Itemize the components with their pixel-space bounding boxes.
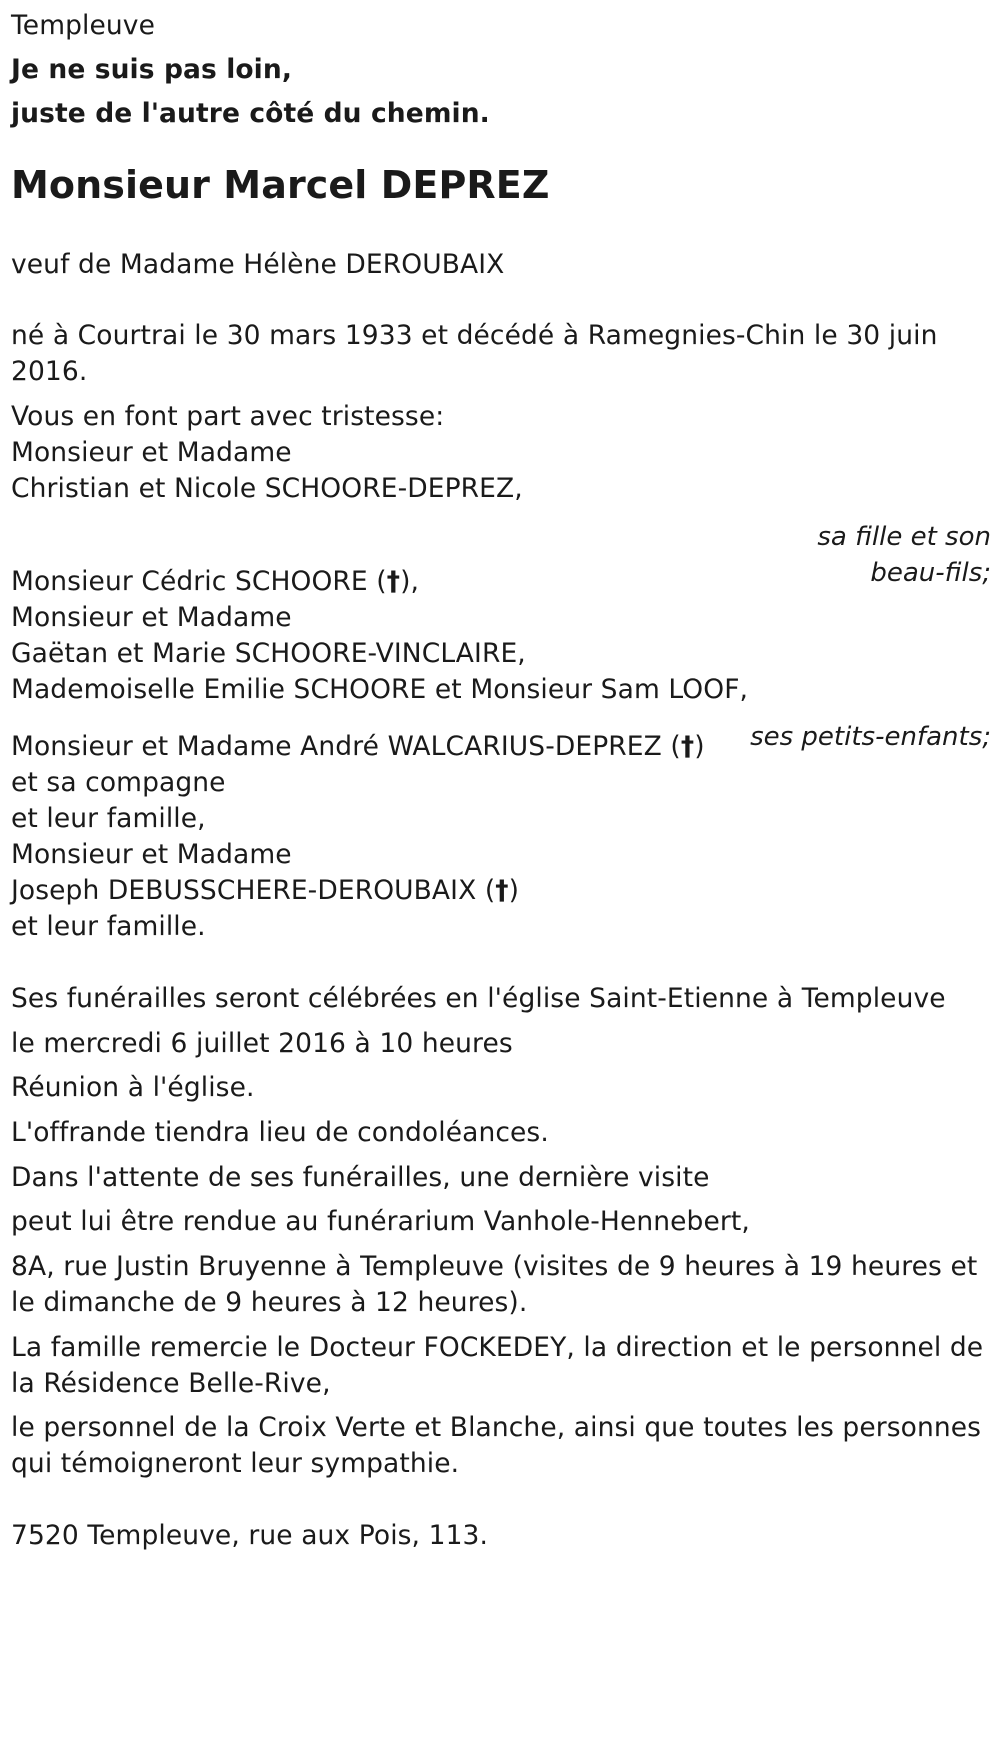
grandchild-1-name: Monsieur Cédric SCHOORE ( (11, 566, 387, 597)
cross-icon: † (495, 875, 509, 906)
header-city: Templeuve (11, 10, 155, 41)
funeral-line-7a: 8A, rue Justin Bruyenne à Templeuve (visites de 9 heures à 19 heures et (11, 1251, 978, 1282)
other-family-2-line-2 (11, 871, 519, 911)
funeral-line-2: le mercredi 6 juillet 2016 à 10 heures (11, 1028, 513, 1059)
other-family-1 (11, 727, 705, 767)
other-family-2-suffix: ) (508, 875, 520, 906)
thanks-line-1b: la Résidence Belle-Rive, (11, 1368, 331, 1399)
other-family-2-name: Joseph DEBUSSCHERE-DEROUBAIX ( (11, 875, 496, 906)
quote-line-2: juste de l'autre côté du chemin. (11, 98, 490, 129)
daughter-line-1: Monsieur et Madame (11, 437, 292, 468)
daughter-line-2: Christian et Nicole SCHOORE-DEPREZ, (11, 473, 523, 504)
grandchild-2-line-2: Gaëtan et Marie SCHOORE-VINCLAIRE, (11, 638, 526, 669)
funeral-line-5: Dans l'attente de ses funérailles, une dernière visite (11, 1162, 710, 1193)
family-intro: Vous en font part avec tristesse: (11, 401, 445, 432)
grandchild-1 (11, 562, 419, 602)
daughter-relation-1: sa fille et son (817, 522, 991, 552)
address: 7520 Templeuve, rue aux Pois, 113. (11, 1520, 489, 1551)
grandchildren-relation: ses petits-enfants; (750, 722, 991, 752)
quote-line-1: Je ne suis pas loin, (11, 54, 293, 85)
funeral-line-1: Ses funérailles seront célébrées en l'église Saint-Etienne à Templeuve (11, 983, 946, 1014)
daughter-relation-2: beau-fils; (870, 558, 991, 588)
widower-of: veuf de Madame Hélène DEROUBAIX (11, 249, 505, 280)
deceased-name: Monsieur Marcel DEPREZ (11, 163, 550, 207)
other-family-2-line-3: et leur famille. (11, 911, 206, 942)
grandchild-3: Mademoiselle Emilie SCHOORE et Monsieur Sam LOOF, (11, 674, 749, 705)
funeral-line-7b: le dimanche de 9 heures à 12 heures). (11, 1287, 528, 1318)
other-family-1-line-3: et leur famille, (11, 803, 206, 834)
other-family-1-suffix: ) (694, 731, 705, 762)
funeral-line-3: Réunion à l'église. (11, 1072, 255, 1103)
grandchild-1-suffix: ), (400, 566, 420, 597)
funeral-line-4: L'offrande tiendra lieu de condoléances. (11, 1117, 549, 1148)
other-family-1-line-2: et sa compagne (11, 767, 226, 798)
thanks-line-1a: La famille remercie le Docteur FOCKEDEY, la direction et le personnel de (11, 1332, 984, 1363)
funeral-line-6: peut lui être rendue au funérarium Vanhole-Hennebert, (11, 1206, 750, 1237)
other-family-1-name: Monsieur et Madame André WALCARIUS-DEPREZ ( (11, 731, 681, 762)
birth-death-line-1: né à Courtrai le 30 mars 1933 et décédé à Ramegnies-Chin le 30 juin (11, 320, 938, 351)
birth-death-line-2: 2016. (11, 356, 88, 387)
grandchild-2-line-1: Monsieur et Madame (11, 602, 292, 633)
cross-icon: † (386, 566, 401, 597)
thanks-line-2b: qui témoigneront leur sympathie. (11, 1448, 460, 1479)
thanks-line-2a: le personnel de la Croix Verte et Blanche, ainsi que toutes les personnes (11, 1412, 982, 1443)
other-family-2-line-1: Monsieur et Madame (11, 839, 292, 870)
cross-icon: † (680, 731, 695, 762)
